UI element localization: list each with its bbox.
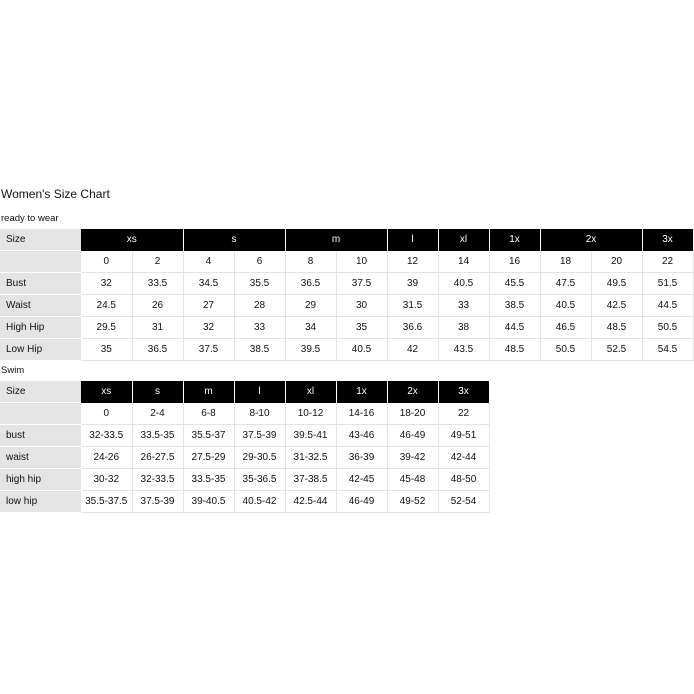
row-header-size: Size [0,381,81,403]
measurement-value: 48-50 [438,469,489,491]
size-group-xl: xl [438,229,489,251]
measurement-value: 39 [387,273,438,295]
size-group-l: l [234,381,285,403]
measurement-value: 32-33.5 [132,469,183,491]
size-number-cell: 18 [540,251,591,273]
measurement-label: Bust [0,273,81,295]
measurement-value: 37-38.5 [285,469,336,491]
size-group-m: m [285,229,387,251]
size-number-cell: 14-16 [336,403,387,425]
measurement-value: 40.5 [438,273,489,295]
measurement-value: 37.5-39 [132,491,183,513]
measurement-value: 46.5 [540,317,591,339]
measurement-value: 31 [132,317,183,339]
measurement-value: 42-44 [438,447,489,469]
swim-size-table [0,381,490,513]
measurement-value: 39.5 [285,339,336,361]
size-number-cell: 14 [438,251,489,273]
size-group-header-row [0,381,489,403]
measurement-value: 37.5-39 [234,425,285,447]
size-number-cell: 18-20 [387,403,438,425]
table-row [0,447,489,469]
table-row [0,339,693,361]
measurement-value: 24.5 [81,295,132,317]
size-group-header-row [0,229,693,251]
measurement-value: 40.5-42 [234,491,285,513]
measurement-value: 36.6 [387,317,438,339]
measurement-value: 37.5 [183,339,234,361]
measurement-value: 35-36.5 [234,469,285,491]
table-row [0,295,693,317]
size-number-cell: 0 [81,251,132,273]
size-number-cell: 22 [642,251,693,273]
measurement-value: 51.5 [642,273,693,295]
measurement-value: 32 [183,317,234,339]
size-group-xs: xs [81,381,132,403]
measurement-value: 45-48 [387,469,438,491]
measurement-value: 38 [438,317,489,339]
measurement-value: 44.5 [642,295,693,317]
measurement-value: 49.5 [591,273,642,295]
size-number-cell: 10-12 [285,403,336,425]
size-number-cell: 22 [438,403,489,425]
size-group-1x: 1x [336,381,387,403]
measurement-label: Waist [0,295,81,317]
measurement-value: 32-33.5 [81,425,132,447]
measurement-value: 29 [285,295,336,317]
measurement-value: 39-42 [387,447,438,469]
size-number-cell: 4 [183,251,234,273]
measurement-value: 52.5 [591,339,642,361]
measurement-value: 35 [336,317,387,339]
size-group-s: s [183,229,285,251]
size-number-cell: 6-8 [183,403,234,425]
measurement-value: 49-52 [387,491,438,513]
size-number-cell: 8 [285,251,336,273]
measurement-value: 43.5 [438,339,489,361]
row-header-blank [0,251,81,273]
measurement-value: 49-51 [438,425,489,447]
measurement-value: 50.5 [540,339,591,361]
measurement-value: 35 [81,339,132,361]
table-row [0,273,693,295]
measurement-value: 35.5 [234,273,285,295]
size-group-l: l [387,229,438,251]
measurement-value: 38.5 [489,295,540,317]
size-group-xl: xl [285,381,336,403]
size-number-cell: 8-10 [234,403,285,425]
measurement-value: 36.5 [132,339,183,361]
section-label-swim: Swim [1,365,25,376]
size-number-cell: 0 [81,403,132,425]
table-row [0,469,489,491]
measurement-label: High Hip [0,317,81,339]
measurement-value: 45.5 [489,273,540,295]
size-group-2x: 2x [387,381,438,403]
row-header-size: Size [0,229,81,251]
size-number-cell: 6 [234,251,285,273]
measurement-value: 42.5-44 [285,491,336,513]
measurement-value: 27 [183,295,234,317]
size-group-1x: 1x [489,229,540,251]
measurement-value: 39-40.5 [183,491,234,513]
size-number-cell: 20 [591,251,642,273]
measurement-label: high hip [0,469,81,491]
measurement-value: 33 [234,317,285,339]
size-number-cell: 10 [336,251,387,273]
measurement-value: 42 [387,339,438,361]
measurement-value: 31-32.5 [285,447,336,469]
measurement-value: 42-45 [336,469,387,491]
measurement-value: 30-32 [81,469,132,491]
measurement-value: 29.5 [81,317,132,339]
size-number-row [0,403,489,425]
measurement-value: 48.5 [489,339,540,361]
measurement-value: 42.5 [591,295,642,317]
measurement-value: 34.5 [183,273,234,295]
measurement-value: 43-46 [336,425,387,447]
size-group-3x: 3x [642,229,693,251]
measurement-value: 50.5 [642,317,693,339]
measurement-value: 33.5-35 [183,469,234,491]
row-header-blank [0,403,81,425]
measurement-value: 29-30.5 [234,447,285,469]
measurement-value: 40.5 [540,295,591,317]
measurement-value: 35.5-37.5 [81,491,132,513]
size-group-xs: xs [81,229,183,251]
measurement-label: waist [0,447,81,469]
size-group-2x: 2x [540,229,642,251]
section-label-ready-to-wear: ready to wear [1,213,59,224]
measurement-label: bust [0,425,81,447]
measurement-value: 31.5 [387,295,438,317]
measurement-value: 35.5-37 [183,425,234,447]
measurement-value: 52-54 [438,491,489,513]
measurement-value: 34 [285,317,336,339]
measurement-value: 24-26 [81,447,132,469]
size-number-cell: 12 [387,251,438,273]
measurement-value: 33.5 [132,273,183,295]
measurement-value: 30 [336,295,387,317]
size-number-cell: 2 [132,251,183,273]
measurement-value: 26 [132,295,183,317]
measurement-value: 33 [438,295,489,317]
measurement-value: 26-27.5 [132,447,183,469]
measurement-value: 48.5 [591,317,642,339]
measurement-value: 32 [81,273,132,295]
measurement-value: 40.5 [336,339,387,361]
size-group-3x: 3x [438,381,489,403]
measurement-value: 46-49 [387,425,438,447]
table-row [0,425,489,447]
table-row [0,317,693,339]
ready-to-wear-size-table [0,229,694,361]
measurement-value: 54.5 [642,339,693,361]
measurement-value: 39.5-41 [285,425,336,447]
table-row [0,491,489,513]
size-number-cell: 2-4 [132,403,183,425]
page-title: Women's Size Chart [1,187,110,201]
measurement-value: 36.5 [285,273,336,295]
size-number-cell: 16 [489,251,540,273]
measurement-value: 37.5 [336,273,387,295]
measurement-value: 46-49 [336,491,387,513]
measurement-label: low hip [0,491,81,513]
measurement-value: 33.5-35 [132,425,183,447]
size-group-s: s [132,381,183,403]
measurement-label: Low Hip [0,339,81,361]
measurement-value: 44.5 [489,317,540,339]
measurement-value: 47.5 [540,273,591,295]
measurement-value: 36-39 [336,447,387,469]
size-number-row [0,251,693,273]
measurement-value: 38.5 [234,339,285,361]
size-group-m: m [183,381,234,403]
measurement-value: 28 [234,295,285,317]
measurement-value: 27.5-29 [183,447,234,469]
